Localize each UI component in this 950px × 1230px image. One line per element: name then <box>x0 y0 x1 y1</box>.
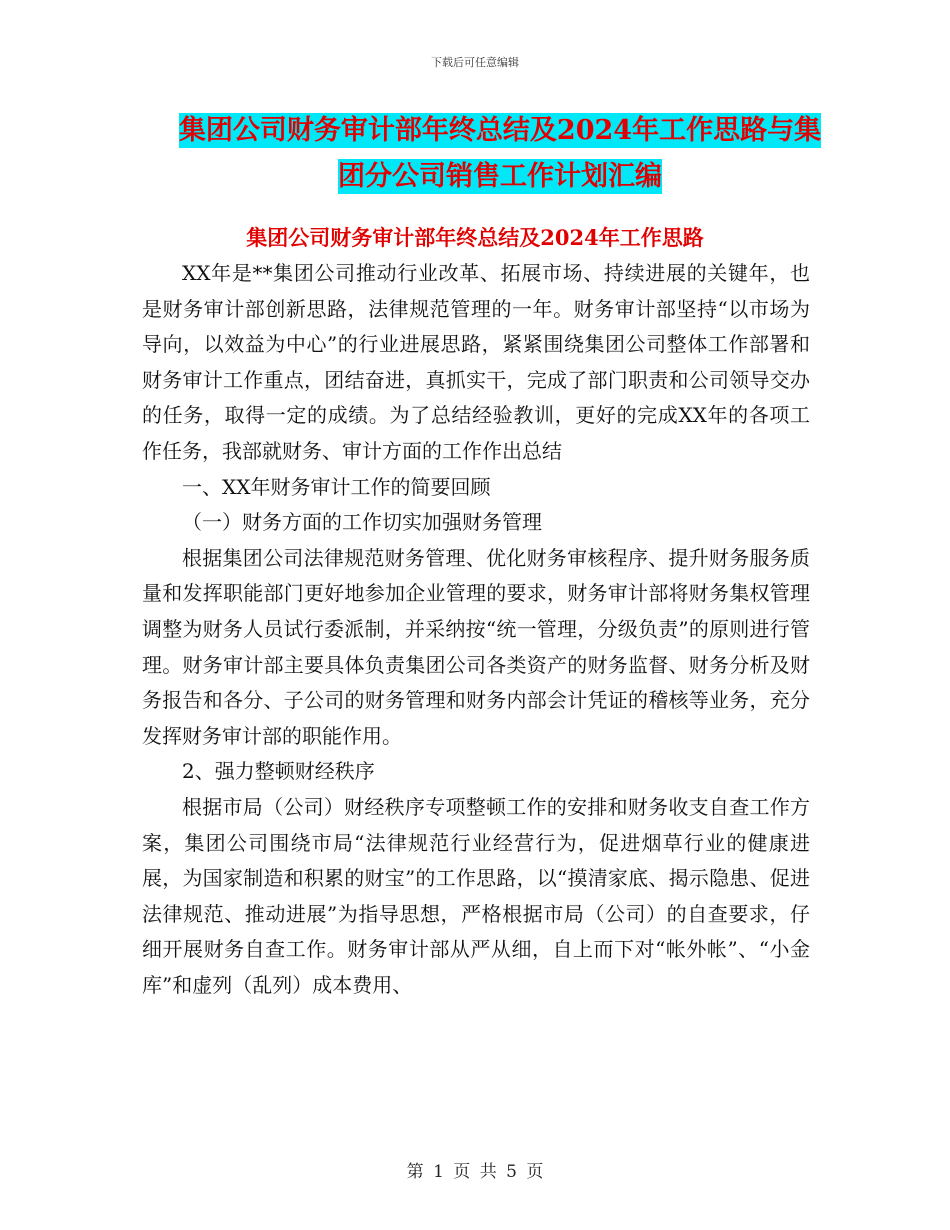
header-note: 下载后可任意编辑 <box>431 56 519 69</box>
paragraph-intro: XX年是**集团公司推动行业改革、拓展市场、持续进展的关键年，也是财务审计部创新思路，法律规范管理的一年。财务审计部坚持“以市场为导向，以效益为中心”的行业进展思路，紧紧围绕集团公司整体工作部署和财务审计工作重点，团结奋进，真抓实干，完成了部门职责和公司领导交办的任务，取得一定的成绩。为了总结经验教训，更好的完成XX年的各项工作任务，我部就财务、审计方面的工作作出总结 <box>142 261 810 463</box>
paragraph-rectify-order: 根据市局（公司）财经秩序专项整顿工作的安排和财务收支自查工作方案，集团公司围绕市局“法律规范行业经营行为，促进烟草行业的健康进展，为国家制造和积累的财宝”的工作思路，以“摸清家底、揭示隐患、促进法律规范、推动进展”为指导思想，严格根据市局（公司）的自查要求，仔细开展财务自查工作。财务审计部从严从细，自上而下对“帐外帐”、“小金库”和虚列（乱列）成本费用、 <box>142 794 810 997</box>
heading-review: 一、XX年财务审计工作的简要回顾 <box>182 474 491 499</box>
document-title <box>140 108 860 200</box>
document-body <box>142 256 810 1003</box>
document-title-line-1: 集团公司财务审计部年终总结及2024年工作思路与集 <box>178 115 822 146</box>
heading-rectify-order: 2、强力整顿财经秩序 <box>182 759 375 784</box>
heading-finance: （一）财务方面的工作切实加强财务管理 <box>182 510 542 535</box>
paragraph-finance-management: 根据集团公司法律规范财务管理、优化财务审核程序、提升财务服务质量和发挥职能部门更好地参加企业管理的要求，财务审计部将财务集权管理调整为财务人员试行委派制，并采纳按“统一管理，分级负责”的原则进行管理。财务审计部主要具体负责集团公司各类资产的财务监督、财务分析及财务报告和各分、子公司的财务管理和财务内部会计凭证的稽核等业务，充分发挥财务审计部的职能作用。 <box>142 545 810 748</box>
section-title: 集团公司财务审计部年终总结及2024年工作思路 <box>246 225 704 250</box>
page-footer: 第 1 页 共 5 页 <box>406 1162 544 1182</box>
document-title-line-2: 团分公司销售工作计划汇编 <box>338 161 662 192</box>
